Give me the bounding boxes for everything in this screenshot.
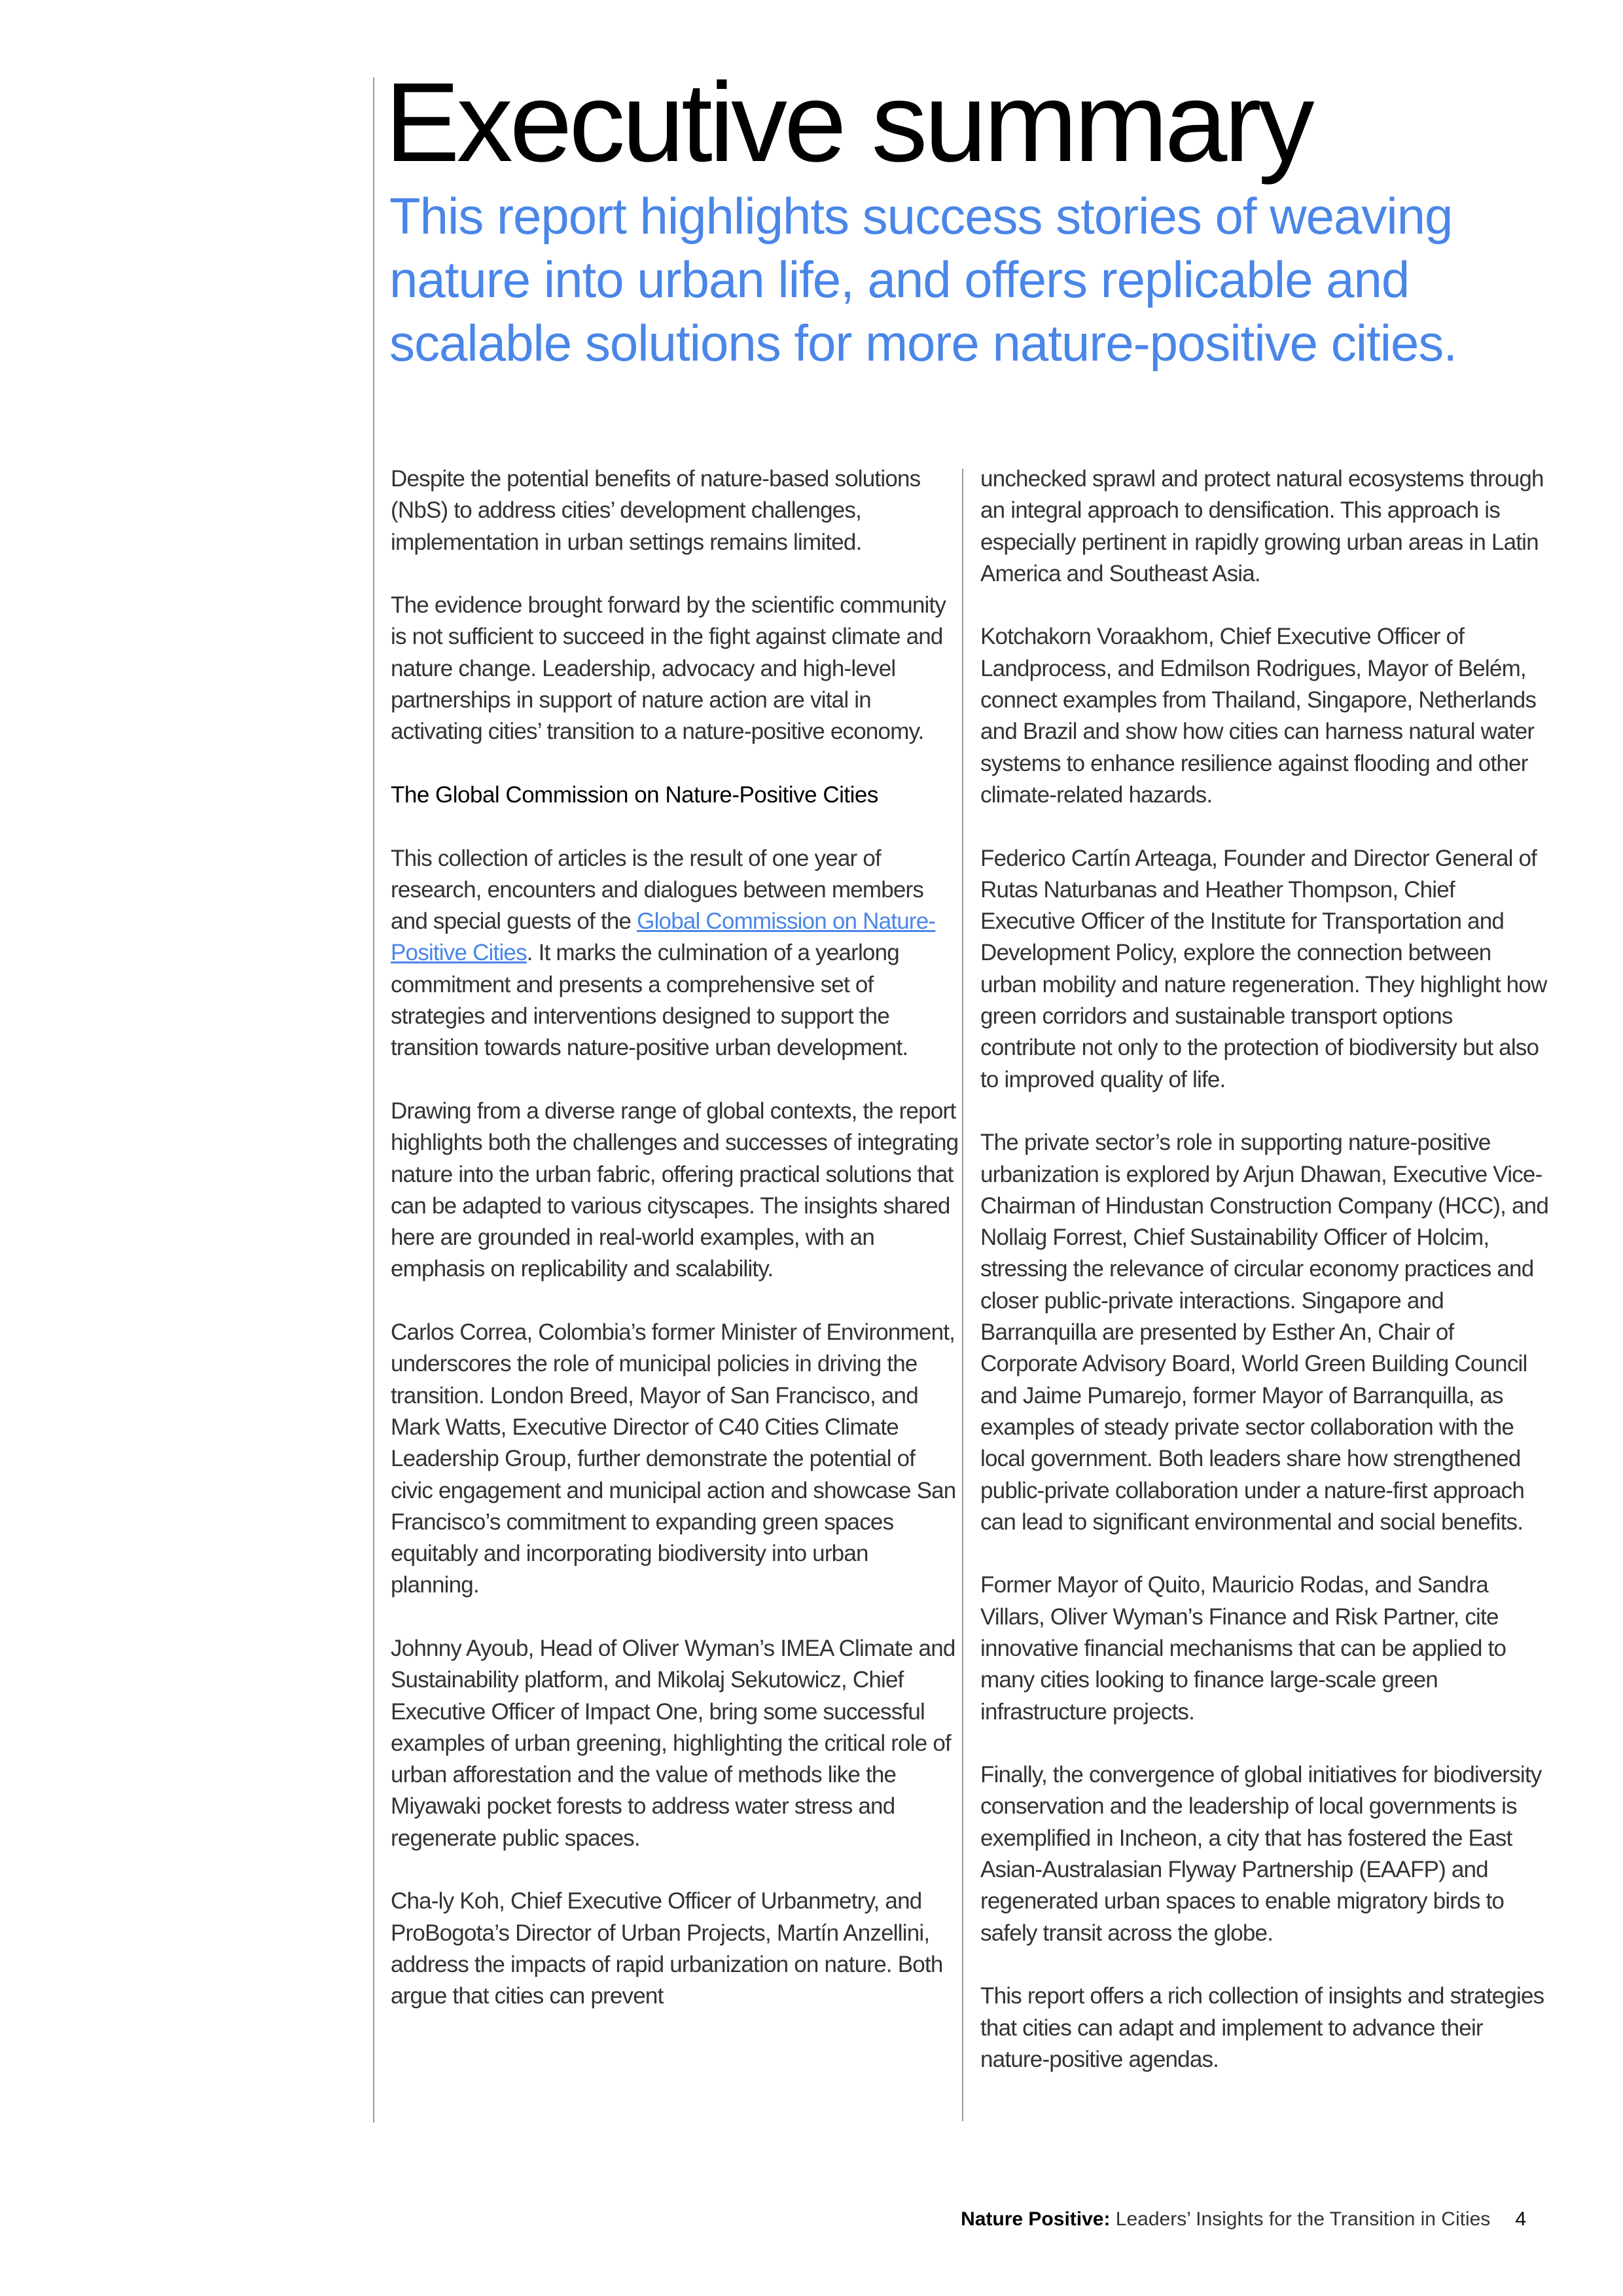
left-column bbox=[391, 463, 960, 2044]
footer-subtitle: Leaders’ Insights for the Transition in Cities bbox=[1110, 2208, 1491, 2230]
paragraph: Kotchakorn Voraakhom, Chief Executive Officer of Landprocess, and Edmilson Rodrigues, Mayor of Belém, connect examples from Thailand, Singapore, Netherlands and Brazil and show how cities can harness natural water systems to enhance resilience against flooding and other climate-related hazards. bbox=[980, 624, 1537, 808]
section-heading: The Global Commission on Nature-Positive Cities bbox=[391, 781, 878, 808]
right-column bbox=[980, 463, 1550, 2107]
paragraph bbox=[391, 843, 960, 1064]
paragraph: Johnny Ayoub, Head of Oliver Wyman’s IMEA Climate and Sustainability platform, and Mikolaj Sekutowicz, Chief Executive Officer of Impact One, bring some successful examples of urban greening, highlighting the critical role of urban afforestation and the value of methods like the Miyawaki pocket forests to address water stress and regenerate public spaces. bbox=[391, 1635, 955, 1851]
paragraph: Drawing from a diverse range of global contexts, the report highlights both the challenges and successes of integrating nature into the urban fabric, offering practical solutions that can be adapted to various cityscapes. The insights shared here are grounded in real-world examples, with an emphasis on replicability and scalability. bbox=[391, 1098, 959, 1282]
column-divider-rule bbox=[962, 469, 963, 2121]
paragraph: Carlos Correa, Colombia’s former Minister of Environment, underscores the role of municipal policies in driving the transition. London Breed, Mayor of San Francisco, and Mark Watts, Executive Director of C40 Cities Climate Leadership Group, further demonstrate the potential of civic engagement and municipal action and showcase San Francisco’s commitment to expanding green spaces equitably and incorporating biodiversity into urban planning. bbox=[391, 1319, 956, 1598]
paragraph: Former Mayor of Quito, Mauricio Rodas, and Sandra Villars, Oliver Wyman’s Finance and Risk Partner, cite innovative financial mechanisms that can be applied to many cities looking to finance large-scale green infrastructure projects. bbox=[980, 1572, 1507, 1725]
paragraph-text: This collection of articles is the result of one year of research, encounters and dialogues between members and special guests of the bbox=[391, 845, 924, 935]
footer-brand: Nature Positive: bbox=[961, 2208, 1111, 2230]
lead-summary: This report highlights success stories of weaving nature into urban life, and offers replicable and scalable solutions for more nature-positive cities. bbox=[389, 187, 1457, 372]
global-commission-link[interactable]: Global Commission on Nature-Positive Cities bbox=[391, 908, 936, 966]
paragraph: The private sector’s role in supporting nature-positive urbanization is explored by Arjun Dhawan, Executive Vice-Chairman of Hindustan Construction Company (HCC), and Nollaig Forrest, Chief Sustainability Officer of Holcim, stressing the relevance of circular economy practices and closer public-private interactions. Singapore and Barranquilla are presented by Esther An, Chair of Corporate Advisory Board, World Green Building Council and Jaime Pumarejo, former Mayor of Barranquilla, as examples of steady private sector collaboration with the local government. Both leaders share how strengthened public-private collaboration under a nature-first approach can lead to significant environmental and social benefits. bbox=[980, 1130, 1548, 1535]
paragraph: The evidence brought forward by the scientific community is not sufficient to succeed in the fight against climate and nature change. Leadership, advocacy and high-level partnerships in support of nature action are vital in activating cities’ transition to a nature-positive economy. bbox=[391, 592, 946, 745]
paragraph: Cha-ly Koh, Chief Executive Officer of Urbanmetry, and ProBogota’s Director of Urban Projects, Martín Anzellini, address the impacts of rapid urbanization on nature. Both argue that cities can prevent bbox=[391, 1888, 943, 2009]
paragraph: This report offers a rich collection of insights and strategies that cities can adapt and implement to advance their nature-positive agendas. bbox=[980, 1983, 1544, 2072]
paragraph: Despite the potential benefits of nature-based solutions (NbS) to address cities’ development challenges, implementation in urban settings remains limited. bbox=[391, 466, 921, 555]
page-footer bbox=[961, 2206, 1526, 2233]
paragraph: unchecked sprawl and protect natural ecosystems through an integral approach to densification. This approach is especially pertinent in rapidly growing urban areas in Latin America and Southeast Asia. bbox=[980, 466, 1544, 586]
paragraph: Federico Cartín Arteaga, Founder and Director General of Rutas Naturbanas and Heather Thompson, Chief Executive Officer of the Institute for Transportation and Development Policy, explore the connection between urban mobility and nature regeneration. They highlight how green corridors and sustainable transport options contribute not only to the protection of biodiversity but also to improved quality of life. bbox=[980, 845, 1547, 1092]
paragraph-text: . It marks the culmination of a yearlong commitment and presents a comprehensive set of strategies and interventions designed to support the transition towards nature-positive urban development. bbox=[391, 940, 908, 1061]
page-number: 4 bbox=[1515, 2208, 1526, 2230]
paragraph: Finally, the convergence of global initiatives for biodiversity conservation and the leadership of local governments is exemplified in Incheon, a city that has fostered the East Asian-Australasian Flyway Partnership (EAAFP) and regenerated urban spaces to enable migratory birds to safely transit across the globe. bbox=[980, 1762, 1542, 1946]
page-title: Executive summary bbox=[385, 60, 1311, 185]
left-vertical-rule bbox=[373, 77, 374, 2123]
